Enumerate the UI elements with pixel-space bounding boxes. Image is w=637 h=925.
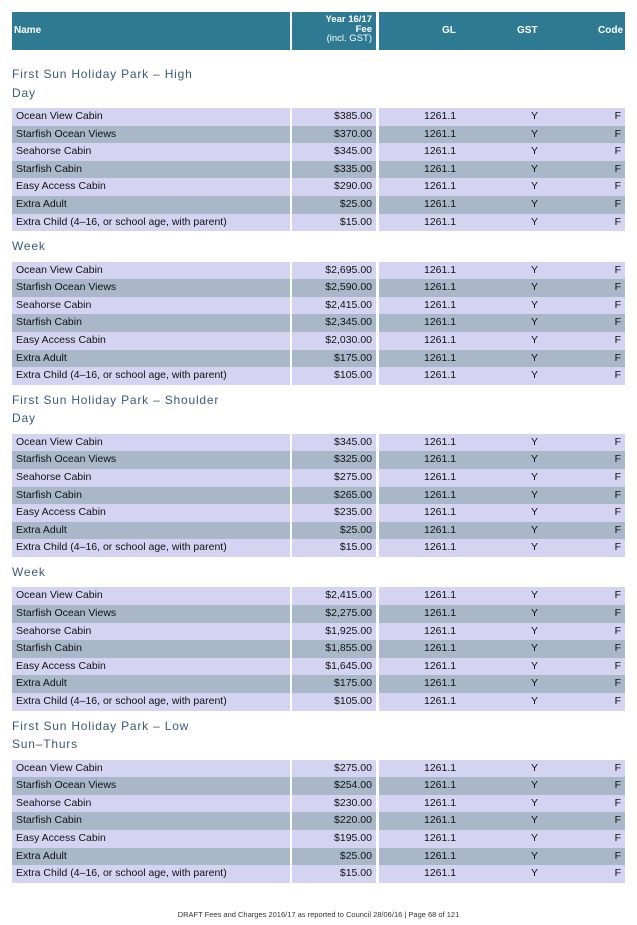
table-row <box>12 640 625 658</box>
table-row <box>12 848 625 866</box>
row-gst: Y <box>531 607 539 620</box>
row-gst: Y <box>531 659 539 672</box>
row-name: Easy Access Cabin <box>12 178 290 196</box>
table-row <box>12 451 625 469</box>
table-row <box>12 504 625 522</box>
row-fee: $2,030.00 <box>292 332 376 350</box>
row-meta <box>379 214 625 232</box>
row-gl: 1261.1 <box>424 506 457 519</box>
row-gl: 1261.1 <box>424 263 457 276</box>
row-meta <box>379 332 625 350</box>
row-code: F <box>614 298 621 311</box>
row-gst: Y <box>531 369 539 382</box>
row-gl: 1261.1 <box>424 832 457 844</box>
table-row <box>12 623 625 641</box>
row-code: F <box>614 814 621 827</box>
row-meta <box>379 504 625 522</box>
row-name: Extra Child (4–16, or school age, with parent) <box>12 693 290 711</box>
row-code: F <box>614 281 621 294</box>
row-meta <box>379 143 625 161</box>
row-gst: Y <box>531 162 539 175</box>
section-title: First Sun Holiday Park – High <box>12 67 193 81</box>
row-meta <box>379 262 625 280</box>
table-row <box>12 675 625 693</box>
row-meta <box>379 623 625 641</box>
row-gl: 1261.1 <box>424 541 457 554</box>
table-row <box>12 865 625 883</box>
section-title: First Sun Holiday Park – Shoulder <box>12 392 220 407</box>
row-name: Seahorse Cabin <box>12 623 290 641</box>
table-row <box>12 367 625 385</box>
row-code: F <box>614 162 621 175</box>
table-row <box>12 214 625 232</box>
row-meta <box>379 640 625 658</box>
row-fee: $335.00 <box>292 161 376 179</box>
header-meta <box>379 12 625 50</box>
row-code: F <box>614 145 621 158</box>
row-gl: 1261.1 <box>424 796 457 809</box>
row-gst: Y <box>531 471 539 483</box>
row-code: F <box>614 607 621 620</box>
table-row <box>12 332 625 350</box>
row-gst: Y <box>531 695 539 708</box>
row-gl: 1261.1 <box>424 453 457 466</box>
table-row <box>12 777 625 795</box>
row-meta <box>379 539 625 557</box>
row-gl: 1261.1 <box>424 849 457 862</box>
row-fee: $105.00 <box>292 693 376 711</box>
row-name: Starfish Ocean Views <box>12 279 290 297</box>
row-fee: $265.00 <box>292 487 376 505</box>
row-name: Starfish Cabin <box>12 314 290 332</box>
row-code: F <box>614 659 621 672</box>
row-meta <box>379 693 625 711</box>
row-fee: $370.00 <box>292 126 376 144</box>
row-gst: Y <box>531 298 539 311</box>
fees-page <box>12 12 625 889</box>
row-gl: 1261.1 <box>424 779 457 792</box>
row-fee: $2,590.00 <box>292 279 376 297</box>
row-meta <box>379 487 625 505</box>
row-gl: 1261.1 <box>424 659 457 672</box>
row-code: F <box>614 832 621 844</box>
row-name: Seahorse Cabin <box>12 143 290 161</box>
row-gst: Y <box>531 589 539 602</box>
table-row <box>12 812 625 830</box>
row-gst: Y <box>531 761 539 774</box>
row-fee: $2,275.00 <box>292 605 376 623</box>
row-gst: Y <box>531 779 539 792</box>
row-gl: 1261.1 <box>424 695 457 708</box>
row-code: F <box>614 589 621 602</box>
row-code: F <box>614 677 621 690</box>
row-name: Ocean View Cabin <box>12 587 290 605</box>
row-meta <box>379 605 625 623</box>
row-fee: $15.00 <box>292 865 376 883</box>
row-code: F <box>614 369 621 382</box>
table-row <box>12 297 625 315</box>
row-meta <box>379 367 625 385</box>
row-name: Extra Adult <box>12 522 290 540</box>
row-gst: Y <box>531 814 539 827</box>
row-fee: $1,645.00 <box>292 658 376 676</box>
row-fee: $2,415.00 <box>292 297 376 315</box>
row-gl: 1261.1 <box>424 180 457 193</box>
row-meta <box>379 434 625 452</box>
row-fee: $2,345.00 <box>292 314 376 332</box>
row-meta <box>379 777 625 795</box>
row-name: Extra Child (4–16, or school age, with parent) <box>12 865 290 883</box>
row-gl: 1261.1 <box>424 369 457 382</box>
row-gst: Y <box>531 506 539 519</box>
row-meta <box>379 469 625 487</box>
row-code: F <box>614 110 621 122</box>
row-code: F <box>614 506 621 519</box>
row-name: Ocean View Cabin <box>12 760 290 778</box>
header-fee-line2: Fee <box>355 23 372 35</box>
row-meta <box>379 848 625 866</box>
row-gst: Y <box>531 541 539 554</box>
row-code: F <box>614 127 621 140</box>
row-gst: Y <box>531 145 539 158</box>
table-row <box>12 196 625 214</box>
page-footer: DRAFT Fees and Charges 2016/17 as reported to Council 28/06/16 | Page 68 of 121 <box>177 910 460 919</box>
row-meta <box>379 451 625 469</box>
table-row <box>12 469 625 487</box>
row-gl: 1261.1 <box>424 624 457 637</box>
row-code: F <box>614 523 621 536</box>
row-name: Extra Child (4–16, or school age, with parent) <box>12 214 290 232</box>
row-gst: Y <box>531 334 539 347</box>
header-code: Code <box>598 25 623 36</box>
row-meta <box>379 812 625 830</box>
row-gst: Y <box>531 677 539 690</box>
row-name: Seahorse Cabin <box>12 795 290 813</box>
row-gst: Y <box>531 110 539 122</box>
row-gl: 1261.1 <box>424 435 457 448</box>
row-name: Starfish Cabin <box>12 487 290 505</box>
row-gl: 1261.1 <box>424 677 457 690</box>
row-gl: 1261.1 <box>424 471 457 483</box>
row-gst: Y <box>531 642 539 655</box>
row-gl: 1261.1 <box>424 642 457 655</box>
row-meta <box>379 297 625 315</box>
row-name: Starfish Cabin <box>12 812 290 830</box>
group-title: Day <box>12 411 36 426</box>
row-name: Starfish Ocean Views <box>12 605 290 623</box>
row-code: F <box>614 624 621 637</box>
header-fee-line1: Year 16/17 <box>325 14 372 25</box>
row-fee: $275.00 <box>292 469 376 487</box>
row-gl: 1261.1 <box>424 281 457 294</box>
table-row <box>12 262 625 280</box>
row-code: F <box>614 316 621 329</box>
row-code: F <box>614 642 621 655</box>
row-fee: $2,695.00 <box>292 262 376 280</box>
header-name: Name <box>12 12 290 50</box>
row-gst: Y <box>531 351 539 364</box>
row-gl: 1261.1 <box>424 589 457 602</box>
row-name: Easy Access Cabin <box>12 504 290 522</box>
table-row <box>12 279 625 297</box>
table-header <box>12 12 625 50</box>
table-row <box>12 830 625 848</box>
row-gst: Y <box>531 316 539 329</box>
row-code: F <box>614 541 621 554</box>
row-gst: Y <box>531 488 539 501</box>
row-gst: Y <box>531 435 539 448</box>
row-code: F <box>614 867 621 880</box>
row-name: Extra Adult <box>12 675 290 693</box>
row-gst: Y <box>531 796 539 809</box>
row-name: Starfish Cabin <box>12 640 290 658</box>
row-gl: 1261.1 <box>424 523 457 536</box>
table-row <box>12 760 625 778</box>
row-meta <box>379 760 625 778</box>
row-fee: $175.00 <box>292 350 376 368</box>
table-row <box>12 126 625 144</box>
row-meta <box>379 522 625 540</box>
row-name: Ocean View Cabin <box>12 262 290 280</box>
row-fee: $25.00 <box>292 848 376 866</box>
row-name: Ocean View Cabin <box>12 434 290 452</box>
row-code: F <box>614 779 621 792</box>
row-gst: Y <box>531 281 539 294</box>
row-fee: $235.00 <box>292 504 376 522</box>
group-title: Sun–Thurs <box>12 737 78 752</box>
row-meta <box>379 795 625 813</box>
row-code: F <box>614 180 621 193</box>
row-gl: 1261.1 <box>424 316 457 329</box>
row-meta <box>379 126 625 144</box>
row-name: Starfish Cabin <box>12 161 290 179</box>
table-row <box>12 314 625 332</box>
row-gst: Y <box>531 215 539 228</box>
row-gst: Y <box>531 180 539 193</box>
row-meta <box>379 658 625 676</box>
row-fee: $325.00 <box>292 451 376 469</box>
row-name: Easy Access Cabin <box>12 830 290 848</box>
row-name: Ocean View Cabin <box>12 108 290 126</box>
row-fee: $25.00 <box>292 522 376 540</box>
table-row <box>12 143 625 161</box>
row-name: Extra Child (4–16, or school age, with parent) <box>12 539 290 557</box>
row-gst: Y <box>531 263 539 276</box>
row-name: Easy Access Cabin <box>12 332 290 350</box>
row-code: F <box>614 334 621 347</box>
row-fee: $220.00 <box>292 812 376 830</box>
row-gl: 1261.1 <box>424 145 457 158</box>
row-code: F <box>614 453 621 466</box>
row-fee: $254.00 <box>292 777 376 795</box>
row-meta <box>379 161 625 179</box>
row-fee: $1,855.00 <box>292 640 376 658</box>
row-gl: 1261.1 <box>424 814 457 827</box>
row-gl: 1261.1 <box>424 215 457 228</box>
row-name: Starfish Ocean Views <box>12 451 290 469</box>
row-fee: $345.00 <box>292 143 376 161</box>
row-gst: Y <box>531 197 539 210</box>
row-gl: 1261.1 <box>424 197 457 210</box>
table-body <box>12 65 625 889</box>
row-gl: 1261.1 <box>424 488 457 501</box>
row-gst: Y <box>531 832 539 844</box>
row-meta <box>379 675 625 693</box>
row-name: Starfish Ocean Views <box>12 777 290 795</box>
row-code: F <box>614 351 621 364</box>
header-fee <box>292 12 376 50</box>
row-meta <box>379 178 625 196</box>
row-gst: Y <box>531 523 539 536</box>
table-row <box>12 434 625 452</box>
row-gl: 1261.1 <box>424 867 457 880</box>
row-fee: $2,415.00 <box>292 587 376 605</box>
header-gst: GST <box>517 25 538 36</box>
row-name: Easy Access Cabin <box>12 658 290 676</box>
row-fee: $230.00 <box>292 795 376 813</box>
row-gl: 1261.1 <box>424 110 457 122</box>
row-meta <box>379 350 625 368</box>
row-gst: Y <box>531 849 539 862</box>
row-code: F <box>614 761 621 774</box>
row-name: Extra Adult <box>12 350 290 368</box>
table-row <box>12 658 625 676</box>
row-gl: 1261.1 <box>424 351 457 364</box>
group-title: Week <box>12 564 46 579</box>
row-gst: Y <box>531 127 539 140</box>
row-fee: $25.00 <box>292 196 376 214</box>
row-code: F <box>614 471 621 483</box>
table-row <box>12 693 625 711</box>
row-gl: 1261.1 <box>424 298 457 311</box>
group-title: Day <box>12 85 36 100</box>
row-code: F <box>614 695 621 708</box>
table-row <box>12 487 625 505</box>
row-gl: 1261.1 <box>424 761 457 774</box>
table-row <box>12 605 625 623</box>
row-code: F <box>614 435 621 448</box>
header-gl: GL <box>442 25 456 36</box>
row-code: F <box>614 849 621 862</box>
row-fee: $345.00 <box>292 434 376 452</box>
row-fee: $385.00 <box>292 108 376 126</box>
row-meta <box>379 279 625 297</box>
row-meta <box>379 108 625 126</box>
row-gl: 1261.1 <box>424 334 457 347</box>
row-gl: 1261.1 <box>424 607 457 620</box>
row-name: Extra Child (4–16, or school age, with parent) <box>12 367 290 385</box>
row-fee: $1,925.00 <box>292 623 376 641</box>
row-meta <box>379 830 625 848</box>
row-fee: $290.00 <box>292 178 376 196</box>
spacer <box>12 883 625 889</box>
table-row <box>12 350 625 368</box>
row-code: F <box>614 488 621 501</box>
row-code: F <box>614 215 621 228</box>
table-row <box>12 587 625 605</box>
row-fee: $275.00 <box>292 760 376 778</box>
row-gl: 1261.1 <box>424 162 457 175</box>
row-meta <box>379 196 625 214</box>
header-fee-line3: (incl. GST) <box>326 33 372 44</box>
row-name: Seahorse Cabin <box>12 297 290 315</box>
row-code: F <box>614 796 621 809</box>
table-row <box>12 161 625 179</box>
row-name: Extra Adult <box>12 196 290 214</box>
row-name: Starfish Ocean Views <box>12 126 290 144</box>
row-meta <box>379 587 625 605</box>
row-fee: $15.00 <box>292 214 376 232</box>
row-name: Extra Adult <box>12 848 290 866</box>
row-gst: Y <box>531 624 539 637</box>
row-meta <box>379 314 625 332</box>
row-gl: 1261.1 <box>424 127 457 140</box>
section-title: First Sun Holiday Park – Low <box>12 718 190 733</box>
row-meta <box>379 865 625 883</box>
table-row <box>12 178 625 196</box>
row-fee: $195.00 <box>292 830 376 848</box>
table-row <box>12 108 625 126</box>
row-fee: $15.00 <box>292 539 376 557</box>
group-title: Week <box>12 239 46 254</box>
table-row <box>12 539 625 557</box>
table-row <box>12 795 625 813</box>
row-code: F <box>614 197 621 210</box>
row-code: F <box>614 263 621 276</box>
row-fee: $105.00 <box>292 367 376 385</box>
table-row <box>12 522 625 540</box>
row-fee: $175.00 <box>292 675 376 693</box>
row-gst: Y <box>531 453 539 466</box>
row-name: Seahorse Cabin <box>12 469 290 487</box>
row-gst: Y <box>531 867 539 880</box>
